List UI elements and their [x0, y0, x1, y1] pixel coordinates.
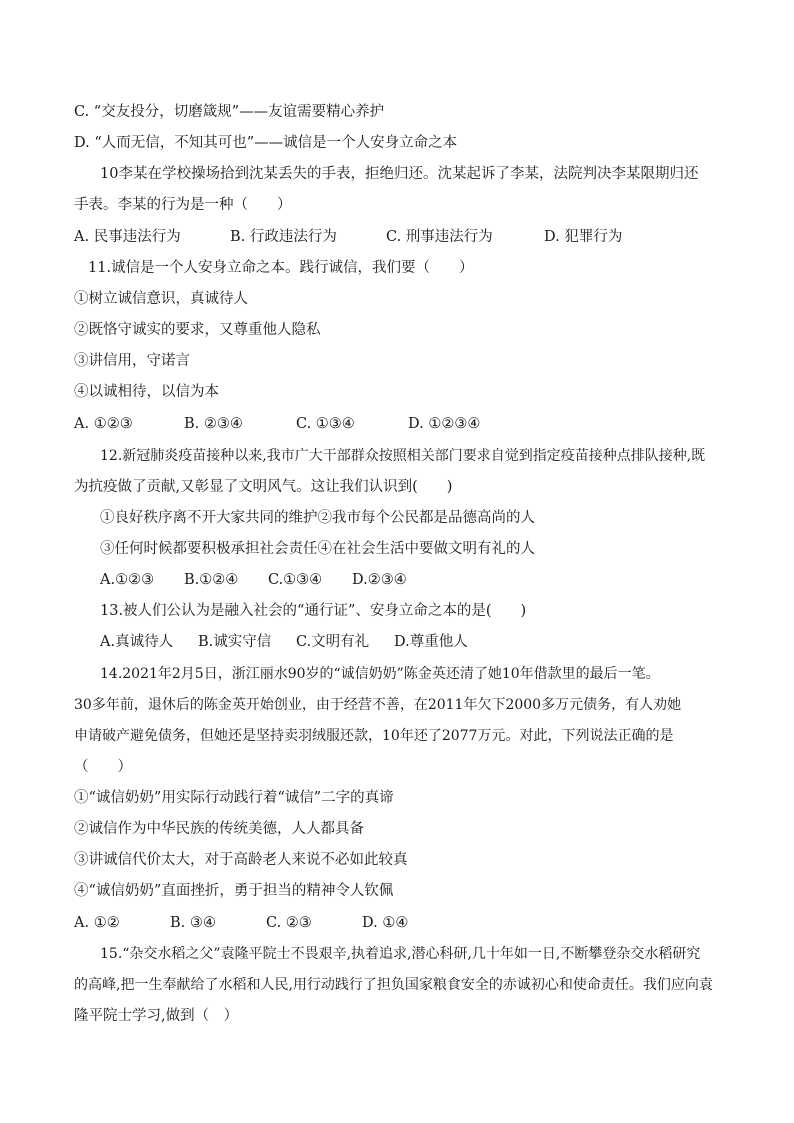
- q14-stem-line-2: 30多年前，退休后的陈金英开始创业，由于经营不善，在2011年欠下2000多万元债务，有人劝她: [74, 697, 682, 713]
- q10-option-c: C. 刑事违法行为: [386, 229, 493, 245]
- q12-option-b: B.①②④: [184, 572, 239, 588]
- q11-option-c: C. ①③④: [296, 416, 355, 432]
- q11-statement-1: ①树立诚信意识，真诚待人: [74, 291, 248, 307]
- q14-stem-line-1: 14.2021年2月5日，浙江丽水90岁的“诚信奶奶”陈金英还清了她10年借款里的最后一笔。: [100, 666, 660, 682]
- q14-statement-1: ①“诚信奶奶”用实际行动践行着“诚信”二字的真谛: [74, 790, 394, 806]
- q14-statement-2: ②诚信作为中华民族的传统美德，人人都具备: [74, 821, 364, 837]
- q12-option-d: D.②③④: [352, 572, 407, 588]
- q12-statements-3-4: ③任何时候都要积极承担社会责任④在社会生活中要做文明有礼的人: [100, 541, 535, 557]
- q12-option-a: A.①②③: [100, 572, 155, 588]
- q10-option-a: A. 民事违法行为: [74, 229, 181, 245]
- q12-stem-line-1: 12.新冠肺炎疫苗接种以来,我市广大干部群众按照相关部门要求自觉到指定疫苗接种点排队接种,既: [100, 448, 706, 464]
- q15-stem-line-2: 的高峰,把一生奉献给了水稻和人民,用行动践行了担负国家粮食安全的赤诚初心和使命责任。我们应向袁: [74, 977, 713, 993]
- q12-statements-1-2: ①良好秩序离不开大家共同的维护②我市每个公民都是品德高尚的人: [100, 510, 535, 526]
- q10-option-d: D. 犯罪行为: [544, 229, 623, 245]
- q12-stem-line-2: 为抗疫做了贡献,又彰显了文明风气。这让我们认识到( ): [74, 479, 453, 495]
- q13-option-c: C.文明有礼: [296, 634, 370, 650]
- q12-option-c: C.①③④: [268, 572, 323, 588]
- q11-statement-4: ④以诚相待，以信为本: [74, 384, 219, 400]
- q14-statement-4: ④“诚信奶奶”直面挫折，勇于担当的精神令人钦佩: [74, 883, 394, 899]
- q14-option-c: C. ②③: [266, 915, 312, 931]
- q14-option-a: A. ①②: [74, 915, 120, 931]
- q14-statement-3: ③讲诚信代价太大，对于高龄老人来说不必如此较真: [74, 852, 408, 868]
- q14-option-b: B. ③④: [170, 915, 216, 931]
- option-c-text: C. “交友投分，切磨箴规”——友谊需要精心养护: [74, 104, 385, 120]
- q14-stem-line-3: 申请破产避免债务，但她还是坚持卖羽绒服还款，10年还了2077万元。对此，下列说法正确的是: [74, 728, 674, 744]
- q11-statement-3: ③讲信用，守诺言: [74, 353, 190, 369]
- q13-option-b: B.诚实守信: [198, 634, 272, 650]
- q15-stem-line-1: 15.“杂交水稻之父”袁隆平院士不畏艰辛,执着追求,潜心科研,几十年如一日,不断攀登杂交水稻研究: [100, 946, 701, 962]
- q11-stem: 11.诚信是一个人安身立命之本。践行诚信，我们要（ ）: [88, 260, 474, 276]
- q13-stem: 13.被人们公认为是融入社会的“通行证”、安身立命之本的是( ): [100, 603, 527, 619]
- q14-option-d: D. ①④: [362, 915, 409, 931]
- q13-option-a: A.真诚待人: [100, 634, 174, 650]
- q15-stem-line-3: 隆平院士学习,做到（ ）: [74, 1008, 239, 1024]
- q10-option-b: B. 行政违法行为: [230, 229, 337, 245]
- q11-option-d: D. ①②③④: [408, 416, 481, 432]
- q13-option-d: D.尊重他人: [394, 634, 468, 650]
- q14-stem-line-4: （ ）: [74, 759, 132, 775]
- q10-stem-line-1: 10李某在学校操场拾到沈某丢失的手表，拒绝归还。沈某起诉了李某，法院判决李某限期归还: [100, 166, 699, 182]
- option-d-text: D. “人而无信，不知其可也”——诚信是一个人安身立命之本: [74, 135, 458, 151]
- q11-option-a: A. ①②③: [74, 416, 133, 432]
- q11-option-b: B. ②③④: [184, 416, 243, 432]
- q11-statement-2: ②既恪守诚实的要求，又尊重他人隐私: [74, 322, 321, 338]
- q10-stem-line-2: 手表。李某的行为是一种（ ）: [74, 197, 292, 213]
